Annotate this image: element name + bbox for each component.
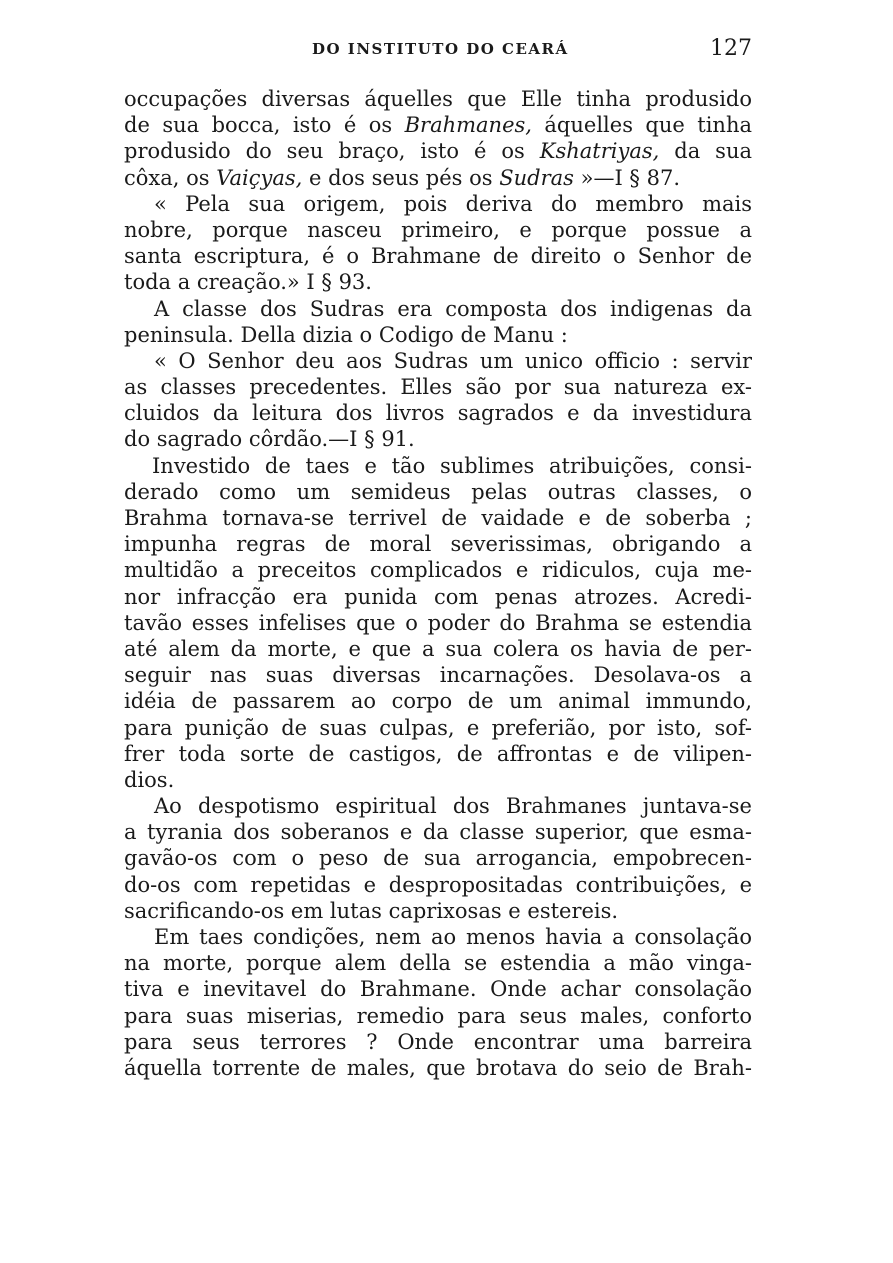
text-line: para punição de suas culpas, e preferião, por isto, sof- — [124, 715, 752, 740]
text-line: tavão esses infelises que o poder do Brahma se estendia — [124, 610, 752, 635]
text-line: Brahma tornava-se terrivel de vaidade e de soberba ; — [124, 506, 752, 530]
running-head — [124, 36, 752, 66]
text-line: santa escriptura, é o Brahmane de direito o Senhor de — [124, 244, 752, 269]
text-line: derado como um semideus pelas outras classes, o — [124, 479, 752, 504]
italic-term: Kshatriyas, — [539, 139, 660, 164]
text-line: cluidos da leitura dos livros sagrados e da investidura — [124, 401, 752, 426]
text-line: para suas miserias, remedio para seus males, conforto — [124, 1003, 752, 1028]
page-number: 127 — [710, 36, 752, 61]
text-line: as classes precedentes. Elles são por sua natureza ex- — [124, 375, 752, 400]
italic-term: Brahmanes, — [404, 113, 532, 138]
text-line: nor infracção era punida com penas atrozes. Acredi- — [124, 584, 752, 609]
text-line: côxa, os Vaiçyas, e dos seus pés os Sudras »—I § 87. — [124, 165, 680, 190]
text-line: sacrificando-os em lutas caprixosas e estereis. — [124, 898, 619, 923]
text-line: impunha regras de moral severissimas, obrigando a — [124, 532, 752, 557]
italic-term: Vaiçyas, — [216, 165, 303, 190]
body-text — [124, 86, 752, 1081]
text-line: Investido de taes e tão sublimes atribuições, consi- — [152, 453, 752, 478]
text-line: do-os com repetidas e despropositadas contribuições, e — [124, 872, 752, 897]
text-line: « O Senhor deu aos Sudras um unico officio : servir — [154, 348, 752, 373]
text-line: « Pela sua origem, pois deriva do membro mais — [154, 191, 752, 216]
text-line: occupações diversas áquelles que Elle tinha produsido — [124, 87, 752, 111]
text-line: multidão a preceitos complicados e ridiculos, cuja me- — [124, 558, 752, 583]
text-line: do sagrado côrdão.—I § 91. — [124, 427, 415, 452]
text-line: idéia de passarem ao corpo de um animal immundo, — [124, 689, 752, 714]
text-line: nobre, porque nasceu primeiro, e porque possue a — [124, 217, 752, 242]
text-line: frer toda sorte de castigos, de affrontas e de vilipen- — [124, 741, 752, 766]
text-line: Ao despotismo espiritual dos Brahmanes juntava-se — [154, 794, 752, 819]
text-line: até alem da morte, e que a sua colera os havia de per- — [124, 636, 752, 661]
text-line: áquella torrente de males, que brotava do seio de Brah- — [124, 1055, 752, 1080]
text-line: toda a creação.» I § 93. — [124, 270, 372, 295]
text-line: seguir nas suas diversas incarnações. Desolava-os a — [124, 663, 752, 688]
text-line: peninsula. Della dizia o Codigo de Manu : — [124, 322, 568, 347]
text-line: gavão-os com o peso de sua arrogancia, empobrecen- — [124, 846, 752, 871]
running-title: DO INSTITUTO DO CEARÁ — [312, 40, 569, 58]
text-line: dios. — [124, 767, 175, 792]
text-line: produsido do seu braço, isto é os Kshatriyas, da sua — [124, 139, 752, 164]
text-line: Em taes condições, nem ao menos havia a consolação — [154, 925, 752, 949]
text-line: na morte, porque alem della se estendia a mão vinga- — [124, 951, 752, 976]
text-line: de sua bocca, isto é os Brahmanes, áquelles que tinha — [124, 113, 752, 138]
text-line: A classe dos Sudras era composta dos indigenas da — [154, 296, 752, 321]
text-line: para seus terrores ? Onde encontrar uma barreira — [124, 1029, 752, 1054]
text-line: tiva e inevitavel do Brahmane. Onde achar consolação — [124, 977, 752, 1002]
text-line: a tyrania dos soberanos e da classe superior, que esma- — [124, 820, 752, 845]
italic-term: Sudras — [499, 165, 574, 190]
